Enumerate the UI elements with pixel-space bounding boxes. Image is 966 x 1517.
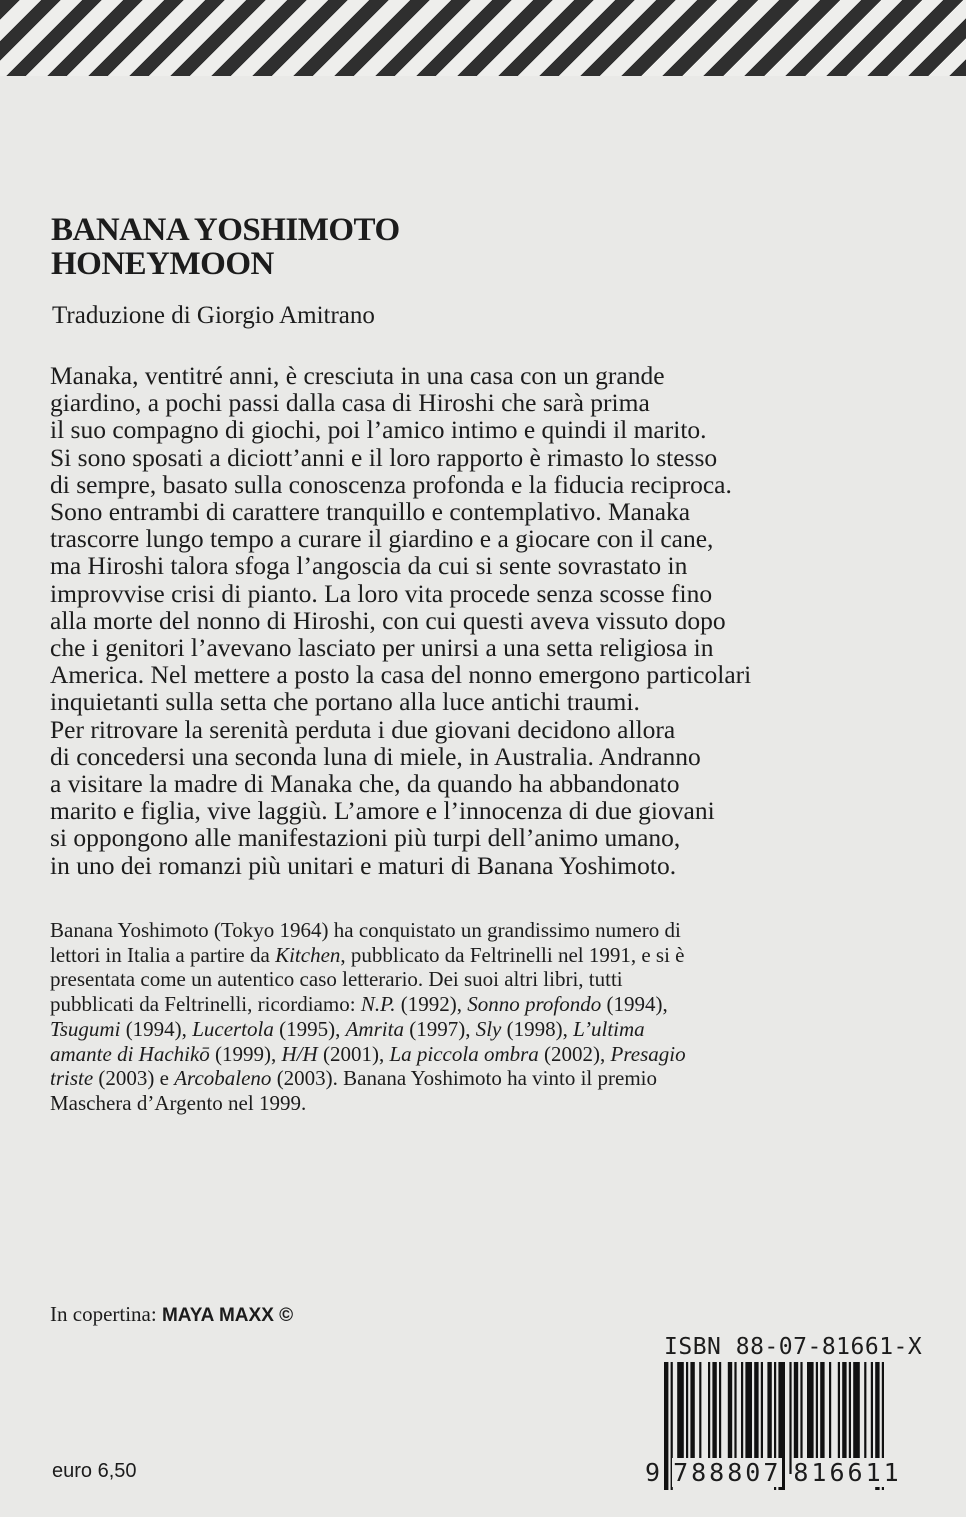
- bio-line: pubblicati da Feltrinelli, ricordiamo: N.P. (1992), Sonno profondo (1994),: [50, 992, 668, 1017]
- synopsis-line: improvvise crisi di pianto. La loro vita procede senza scosse fino: [50, 578, 713, 608]
- barcode-left-digits: 788807: [673, 1458, 782, 1487]
- synopsis: [50, 362, 930, 879]
- synopsis-line: trascorre lungo tempo a curare il giardino e a giocare con il cane,: [50, 524, 714, 554]
- synopsis-line: alla morte del nonno di Hiroshi, con cui questi aveva vissuto dopo: [50, 605, 726, 635]
- bio-line: lettori in Italia a partire da Kitchen, pubblicato da Feltrinelli nel 1991, e si è: [50, 942, 685, 967]
- cover-artist: MAYA MAXX ©: [161, 1305, 294, 1326]
- synopsis-line: si oppongono alle manifestazioni più turpi dell’animo umano,: [50, 823, 681, 853]
- synopsis-line: marito e figlia, vive laggiù. L’amore e l’innocenza di due giovani: [50, 796, 715, 826]
- book-title: HONEYMOON: [51, 246, 274, 282]
- synopsis-line: inquietanti sulla setta che portano alla luce antichi traumi.: [50, 687, 640, 717]
- synopsis-line: che i genitori l’avevano lasciato per unirsi a una setta religiosa in: [50, 633, 714, 663]
- synopsis-line: ma Hiroshi talora sfoga l’angoscia da cui si sente sovrastato in: [50, 551, 688, 581]
- synopsis-line: di sempre, basato sulla conoscenza profonda e la fiducia reciproca.: [50, 469, 732, 499]
- bio-line: Maschera d’Argento nel 1999.: [50, 1090, 307, 1115]
- synopsis-line: America. Nel mettere a posto la casa del nonno emergono particolari: [50, 660, 752, 690]
- synopsis-line: a visitare la madre di Manaka che, da quando ha abbandonato: [50, 769, 680, 799]
- synopsis-line: giardino, a pochi passi dalla casa di Hiroshi che sarà prima: [50, 388, 650, 418]
- bio-line: amante di Hachikō (1999), H/H (2001), La piccola ombra (2002), Presagio: [50, 1041, 686, 1066]
- cover-credit-label: In copertina:: [50, 1302, 162, 1326]
- bio-line: Tsugumi (1994), Lucertola (1995), Amrita (1997), Sly (1998), L’ultima: [50, 1016, 645, 1041]
- bio-line: triste (2003) e Arcobaleno (2003). Banana Yoshimoto ha vinto il premio: [50, 1066, 657, 1091]
- author-bio: [50, 918, 930, 1116]
- synopsis-line: il suo compagno di giochi, poi l’amico intimo e quindi il marito.: [50, 415, 707, 445]
- synopsis-line: Si sono sposati a diciott’anni e il loro rapporto è rimasto lo stesso: [50, 442, 718, 472]
- synopsis-line: di concedersi una seconda luna di miele, in Australia. Andranno: [50, 741, 701, 771]
- synopsis-line: Sono entrambi di carattere tranquillo e contemplativo. Manaka: [50, 497, 691, 527]
- price: euro 6,50: [52, 1460, 137, 1482]
- barcode-right-digits: 816611: [793, 1458, 902, 1487]
- isbn-text: ISBN 88-07-81661-X: [664, 1334, 923, 1360]
- book-header: [51, 213, 400, 281]
- author-name: BANANA YOSHIMOTO: [51, 212, 400, 248]
- bio-line: Banana Yoshimoto (Tokyo 1964) ha conquistato un grandissimo numero di: [50, 918, 681, 942]
- synopsis-line: Per ritrovare la serenità perduta i due giovani decidono allora: [50, 714, 676, 744]
- barcode-digits: [644, 1458, 914, 1487]
- translator-credit: Traduzione di Giorgio Amitrano: [52, 302, 375, 329]
- decorative-stripe-band: [0, 0, 966, 76]
- bio-line: presentata come un autentico caso letterario. Dei suoi altri libri, tutti: [50, 967, 623, 992]
- synopsis-line: in uno dei romanzi più unitari e maturi di Banana Yoshimoto.: [50, 850, 677, 880]
- cover-credit: [50, 1302, 293, 1327]
- barcode-first-digit: 9: [645, 1458, 664, 1487]
- synopsis-line: Manaka, ventitré anni, è cresciuta in una casa con un grande: [50, 361, 665, 390]
